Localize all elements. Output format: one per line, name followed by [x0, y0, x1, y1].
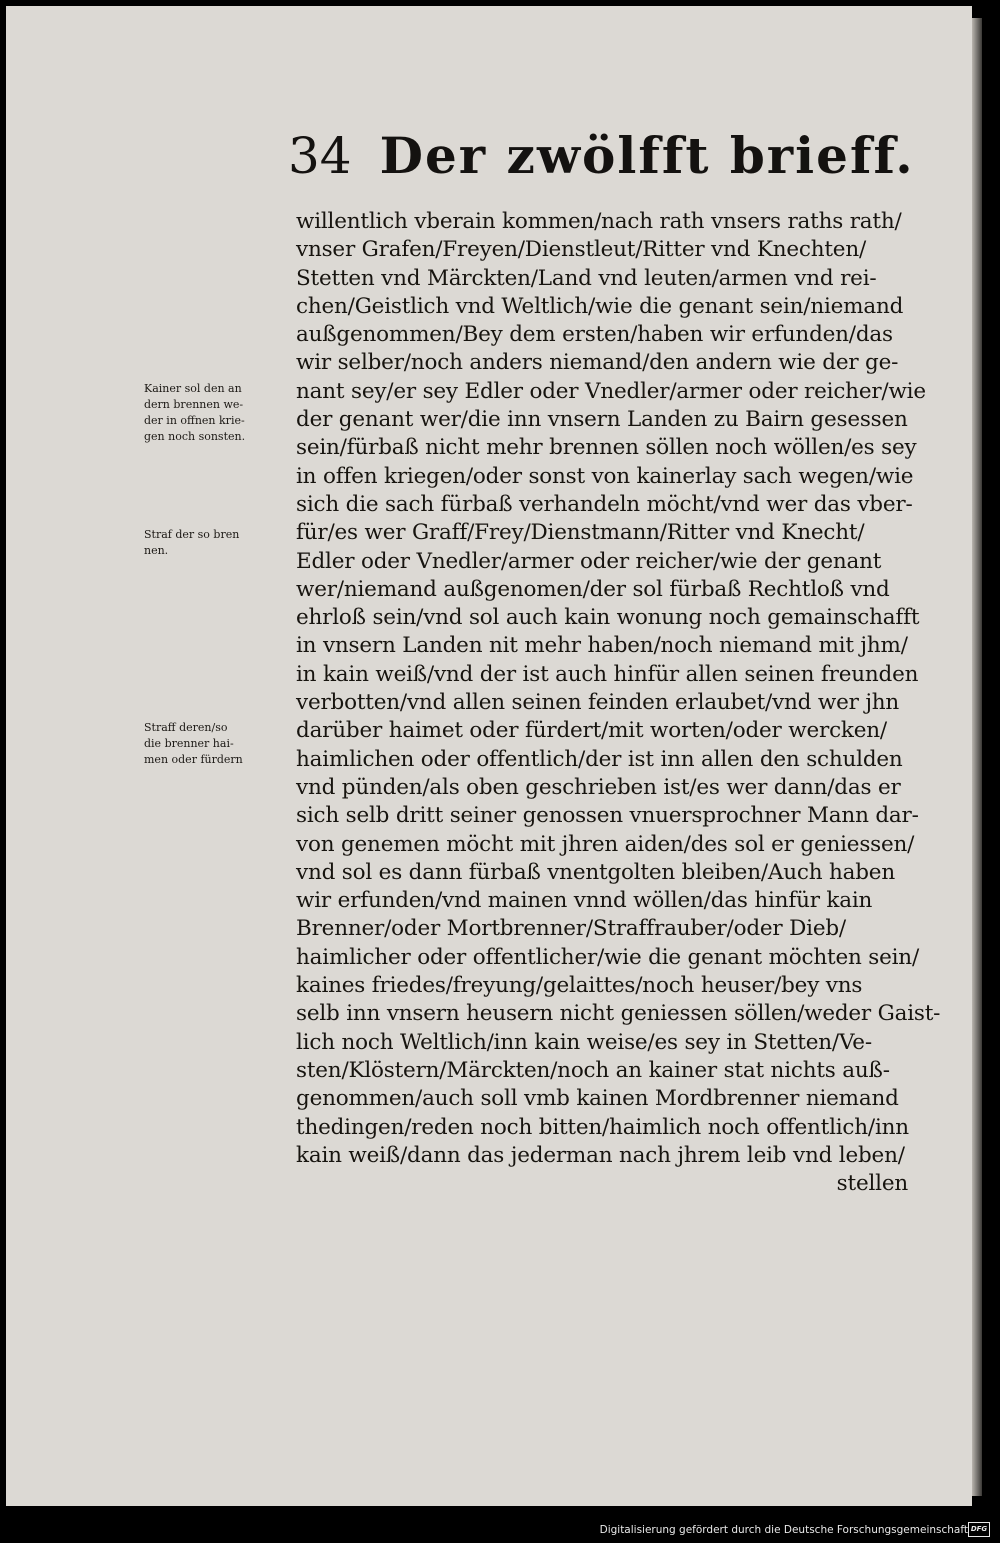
text-line: vnd pünden/als oben geschrieben ist/es wer dann/das er [296, 774, 901, 800]
text-line: wir selber/noch anders niemand/den andern wie der ge- [296, 350, 899, 376]
text-line: vnd sol es dann fürbaß vnentgolten bleiben/Auch haben [296, 859, 895, 885]
text-line: sein/fürbaß nicht mehr brennen söllen noch wöllen/es sey [296, 435, 917, 461]
text-line: in offen kriegen/oder sonst von kainerlay sach wegen/wie [296, 463, 914, 489]
text-line: wir erfunden/vnd mainen vnnd wöllen/das hinfür kain [296, 888, 873, 914]
marginal-note-line: Straf der so bren [144, 528, 240, 541]
text-line: in vnsern Landen nit mehr haben/noch niemand mit jhm/ [296, 633, 908, 659]
text-line: sich die sach fürbaß verhandeln möcht/vnd wer das vber- [296, 491, 913, 517]
marginal-note-line: Kainer sol den an [144, 382, 242, 395]
text-line: thedingen/reden noch bitten/haimlich noch offentlich/inn [296, 1114, 909, 1140]
text-line: verbotten/vnd allen seinen feinden erlaubet/vnd wer jhn [296, 690, 900, 716]
dfg-logo: DFG [968, 1522, 990, 1537]
text-line: willentlich vberain kommen/nach rath vnsers raths rath/ [296, 209, 902, 234]
marginal-note [144, 381, 292, 445]
text-line: kaines friedes/freyung/gelaittes/noch heuser/bey vns [296, 973, 863, 999]
marginal-note-line: die brenner hai- [144, 737, 234, 750]
text-line: selb inn vnsern heusern nicht geniessen söllen/weder Gaist- [296, 1001, 941, 1027]
text-line: wer/niemand außgenomen/der sol fürbaß Rechtloß vnd [296, 576, 890, 602]
text-line: in kain weiß/vnd der ist auch hinfür allen seinen freunden [296, 661, 919, 687]
text-line: lich noch Weltlich/inn kain weise/es sey in Stetten/Ve- [296, 1029, 872, 1055]
page-number: 34 [288, 127, 352, 185]
marginal-note-line: der in offnen krie- [144, 414, 245, 427]
text-line: genommen/auch soll vmb kainen Mordbrenner niemand [296, 1086, 899, 1112]
marginal-note-line: Straff deren/so [144, 721, 228, 734]
text-line: von genemen möcht mit jhren aiden/des sol er geniessen/ [296, 831, 915, 857]
marginal-note [144, 720, 292, 768]
text-line: der genant wer/die inn vnsern Landen zu Bairn gesessen [296, 407, 908, 433]
text-line: Brenner/oder Mortbrenner/Straffrauber/oder Dieb/ [296, 916, 846, 942]
text-line: für/es wer Graff/Frey/Dienstmann/Ritter vnd Knecht/ [296, 520, 865, 546]
text-line: außgenommen/Bey dem ersten/haben wir erfunden/das [296, 322, 893, 348]
page-title: Der zwölfft brieff. [379, 126, 915, 185]
text-line: darüber haimet oder fürdert/mit worten/oder wercken/ [296, 718, 887, 744]
text-line: kain weiß/dann das jederman nach jhrem leib vnd leben/ [296, 1142, 905, 1168]
running-head [288, 126, 915, 196]
marginal-note-line: nen. [144, 544, 169, 557]
catchword: stellen [836, 1171, 908, 1197]
body-text [296, 208, 941, 1198]
text-line: nant sey/er sey Edler oder Vnedler/armer oder reicher/wie [296, 378, 926, 404]
text-line: haimlichen oder offentlich/der ist inn allen den schulden [296, 746, 903, 772]
text-line: ehrloß sein/vnd sol auch kain wonung noch gemainschafft [296, 605, 920, 631]
footer-credit: Digitalisierung gefördert durch die Deutsche Forschungsgemeinschaft [599, 1524, 968, 1536]
marginal-note [144, 527, 292, 559]
page-edge [972, 18, 982, 1496]
text-line: sten/Klöstern/Märckten/noch an kainer stat nichts auß- [296, 1057, 890, 1083]
text-line: chen/Geistlich vnd Weltlich/wie die genant sein/niemand [296, 293, 904, 319]
marginal-note-line: dern brennen we- [144, 398, 244, 411]
text-line: Stetten vnd Märckten/Land vnd leuten/armen vnd rei- [296, 265, 877, 291]
text-line: haimlicher oder offentlicher/wie die genant möchten sein/ [296, 944, 919, 970]
marginal-note-line: gen noch sonsten. [144, 430, 246, 443]
text-line: sich selb dritt seiner genossen vnuersprochner Mann dar- [296, 803, 919, 829]
text-line: vnser Grafen/Freyen/Dienstleut/Ritter vnd Knechten/ [296, 237, 867, 263]
marginal-note-line: men oder fürdern [144, 753, 243, 766]
text-line: Edler oder Vnedler/armer oder reicher/wie der genant [296, 548, 882, 574]
